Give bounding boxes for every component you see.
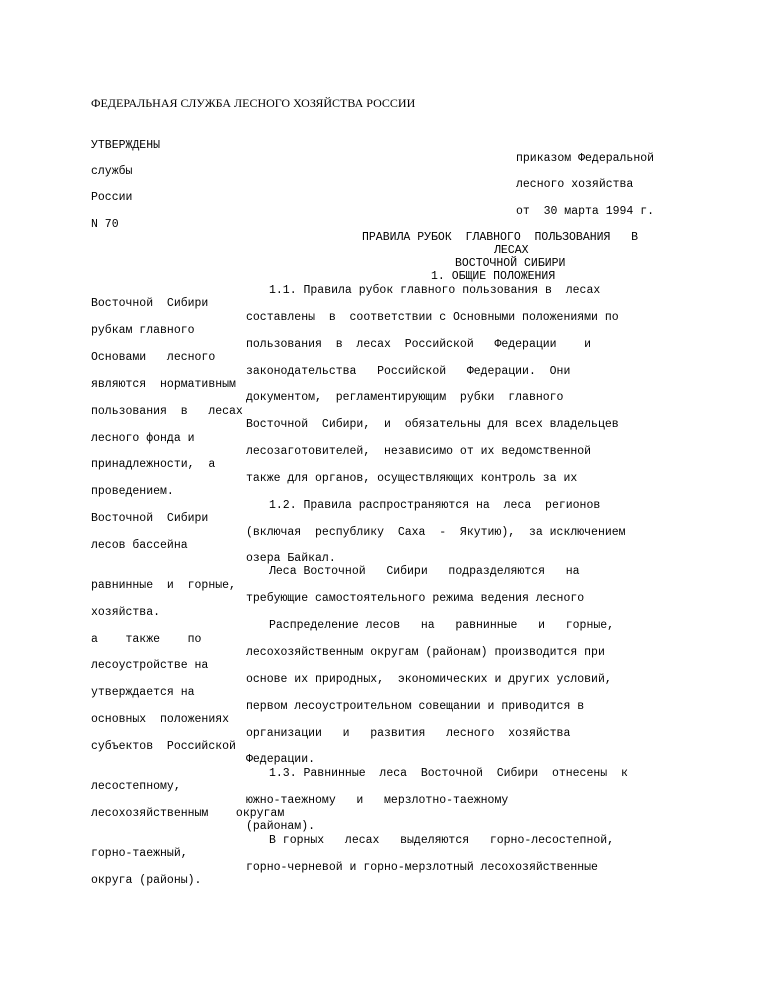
- text-line: организации и развития лесного хозяйства: [246, 727, 571, 740]
- text-line: пользования в лесах: [91, 405, 243, 418]
- text-line: а также по: [91, 633, 202, 646]
- text-line: южно-таежному и мерзлотно-таежному: [246, 794, 509, 807]
- text-line: законодательства Российской Федерации. Они: [246, 365, 571, 378]
- section-heading: 1. ОБЩИЕ ПОЛОЖЕНИЯ: [431, 270, 556, 283]
- text-line: Леса Восточной Сибири подразделяются на: [269, 565, 580, 578]
- text-line: Восточной Сибири: [91, 512, 209, 525]
- text-line: документом, регламентирующим рубки главного: [246, 391, 564, 404]
- text-line: (включая республику Саха - Якутию), за исключением: [246, 526, 626, 539]
- approval-line-2: службы: [91, 165, 133, 178]
- text-line: требующие самостоятельного режима ведения лесного: [246, 592, 585, 605]
- approval-title: УТВЕРЖДЕНЫ: [91, 139, 161, 152]
- text-line: Восточной Сибири, и обязательны для всех владельцев: [246, 418, 619, 431]
- text-line: 1.3. Равнинные леса Восточной Сибири отнесены к: [269, 767, 628, 780]
- text-line: Основами лесного: [91, 351, 216, 364]
- text-line: также для органов, осуществляющих контроль за их: [246, 472, 578, 485]
- text-line: В горных лесах выделяются горно-лесостепной,: [269, 834, 615, 847]
- text-line: лесного фонда и: [91, 432, 195, 445]
- text-line: основе их природных, экономических и других условий,: [246, 673, 612, 686]
- text-line: озера Байкал.: [246, 552, 336, 565]
- text-line: округа (районы).: [91, 874, 202, 887]
- text-line: первом лесоустроительном совещании и приводится в: [246, 700, 585, 713]
- text-line: принадлежности, а: [91, 458, 216, 471]
- text-line: утверждается на: [91, 686, 195, 699]
- text-line: лесохозяйственным округам: [91, 807, 285, 820]
- approval-line-3: лесного хозяйства: [516, 178, 634, 191]
- text-line: хозяйства.: [91, 606, 161, 619]
- text-line: Восточной Сибири: [91, 297, 209, 310]
- approval-date: от 30 марта 1994 г.: [516, 205, 655, 218]
- text-line: Распределение лесов на равнинные и горные,: [269, 619, 615, 632]
- approval-line-4: России: [91, 191, 133, 204]
- text-line: лесостепному,: [91, 780, 181, 793]
- text-line: основных положениях: [91, 713, 230, 726]
- text-line: лесозаготовителей, независимо от их ведомственной: [246, 445, 592, 458]
- text-line: составлены в соответствии с Основными положениями по: [246, 311, 619, 324]
- text-line: горно-таежный,: [91, 847, 188, 860]
- text-line: пользования в лесах Российской Федерации и: [246, 338, 592, 351]
- agency-header: ФЕДЕРАЛЬНАЯ СЛУЖБА ЛЕСНОГО ХОЗЯЙСТВА РОССИИ: [91, 96, 416, 110]
- document-title-line-2: ЛЕСАХ: [494, 244, 529, 257]
- text-line: горно-черневой и горно-мерзлотный лесохозяйственные: [246, 861, 598, 874]
- text-line: лесов бассейна: [91, 539, 188, 552]
- text-line: лесоустройстве на: [91, 659, 209, 672]
- text-line: являются нормативным: [91, 378, 236, 391]
- text-line: (районам).: [246, 820, 316, 833]
- approval-line-1: приказом Федеральной: [516, 152, 655, 165]
- approval-number: N 70: [91, 218, 119, 231]
- text-line: субъектов Российской: [91, 740, 236, 753]
- text-line: 1.1. Правила рубок главного пользования в лесах: [269, 284, 601, 297]
- document-title-line-1: ПРАВИЛА РУБОК ГЛАВНОГО ПОЛЬЗОВАНИЯ В: [362, 231, 639, 244]
- text-line: 1.2. Правила распространяются на леса регионов: [269, 499, 601, 512]
- text-line: лесохозяйственным округам (районам) производится при: [246, 646, 605, 659]
- text-line: рубкам главного: [91, 324, 195, 337]
- document-title-line-3: ВОСТОЧНОЙ СИБИРИ: [455, 257, 566, 270]
- text-line: проведением.: [91, 485, 174, 498]
- text-line: Федерации.: [246, 753, 316, 766]
- text-line: равнинные и горные,: [91, 579, 236, 592]
